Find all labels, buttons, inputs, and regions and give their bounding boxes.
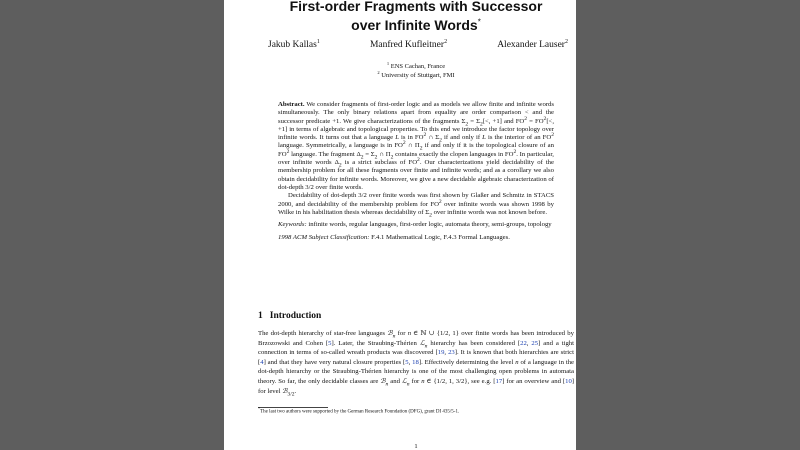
abstract-label: Abstract. bbox=[278, 101, 305, 108]
author: Manfred Kufleitner$^2$ bbox=[369, 38, 448, 50]
title-line-2: over Infinite Words bbox=[351, 16, 478, 33]
body-paragraph: The dot-depth hierarchy of star-free languages ℬ$_n$ for n ∈ ℕ ∪ {1/2, 1} over finite words has been introduced by Brzozowski and Cohen [5]. Later, the Straubing-Thérien ℒ$_n$ hierarchy has been considered [22, 25] and a tight connection in terms of so-called wreath products was discovered [19, 23]. It is known that both hierarchies are strict [4] and that they have very natural closure properties [5, 18]. Effectively determining the level n of a language in the dot-depth hierarchy or the Straubing-Thérien hierarchy is one of the most challenging open problems in automata theory. So far, the only decidable classes are ℬ$_n$ and ℒ$_n$ for n ∈ {1/2, 1, 3/2}, see e.g. [17] for an overview and [10] for level ℬ$_{3/2}$. bbox=[258, 330, 575, 397]
author: Jakub Kallas$^1$ bbox=[268, 38, 320, 50]
keywords: Keywords: infinite words, regular languages, first-order logic, automata theory, semi-groups, topology bbox=[278, 221, 552, 229]
paper-title bbox=[258, 0, 574, 34]
abstract-paragraph: Decidability of dot-depth 3/2 over finite words was first shown by Glaßer and Schmitz in STACS 2000, and decidability of the membership problem for $FO^2$ over infinite words was shown 1998 by Wilke in his habilitation thesis whereas decidability of $\Sigma_2$ over infinite words was not known before. bbox=[278, 192, 554, 219]
abstract-paragraph: Abstract. We consider fragments of first-order logic and as models we allow finite and infinite words simultaneously. The only binary relations apart from equality are order comparison < and the successor predicate +1. We give characterizations of the fragments $\Sigma_2 = \Sigma_2[<$, +1] and $FO^2 = FO^2[<$, +1] in terms of algebraic and topological properties. To this end we introduce the factor topology over infinite words. It turns out that a language L is in $FO^2$ ∩ $\Sigma_2$ if and only if L is the interior of an $FO^2$ language. Symmetrically, a language is in $FO^2$ ∩ $\Pi_2$ if and only if it is the topological closure of an $FO^2$ language. The fragment $\Delta_2 = \Sigma_2$ ∩ $\Pi_2$ contains exactly the clopen languages in $FO^2$. In particular, over infinite words $\Delta_2$ is a strict subclass of $FO^2$. Our characterizations yield decidability of the membership problem for all these fragments over finite and infinite words; and as a corollary we also obtain decidability for infinite words. Moreover, we give a new decidable algebraic characterization of dot-depth 3/2 over finite words. bbox=[278, 101, 554, 191]
affiliation: $^2$ University of Stuttgart, FMI bbox=[377, 69, 455, 79]
pdf-page bbox=[224, 0, 576, 450]
abstract bbox=[278, 101, 554, 243]
affiliation: $^1$ ENS Cachan, France bbox=[386, 60, 446, 70]
footnote: *The last two authors were supported by the German Research Foundation (DFG), grant DI 435/5-1. bbox=[258, 406, 460, 415]
author-list bbox=[268, 40, 568, 50]
acm-classification: 1998 ACM Subject Classification: F.4.1 Mathematical Logic, F.4.3 Formal Languages. bbox=[278, 234, 510, 242]
section-heading: 1 Introduction bbox=[258, 311, 322, 321]
title-footnote-mark: * bbox=[477, 16, 481, 26]
footnote-rule bbox=[258, 407, 328, 408]
introduction-text bbox=[258, 329, 574, 396]
title-line-1: First-order Fragments with Successor bbox=[289, 0, 543, 14]
page-number: 1 bbox=[414, 443, 418, 450]
author: Alexander Lauser$^2$ bbox=[497, 38, 568, 50]
